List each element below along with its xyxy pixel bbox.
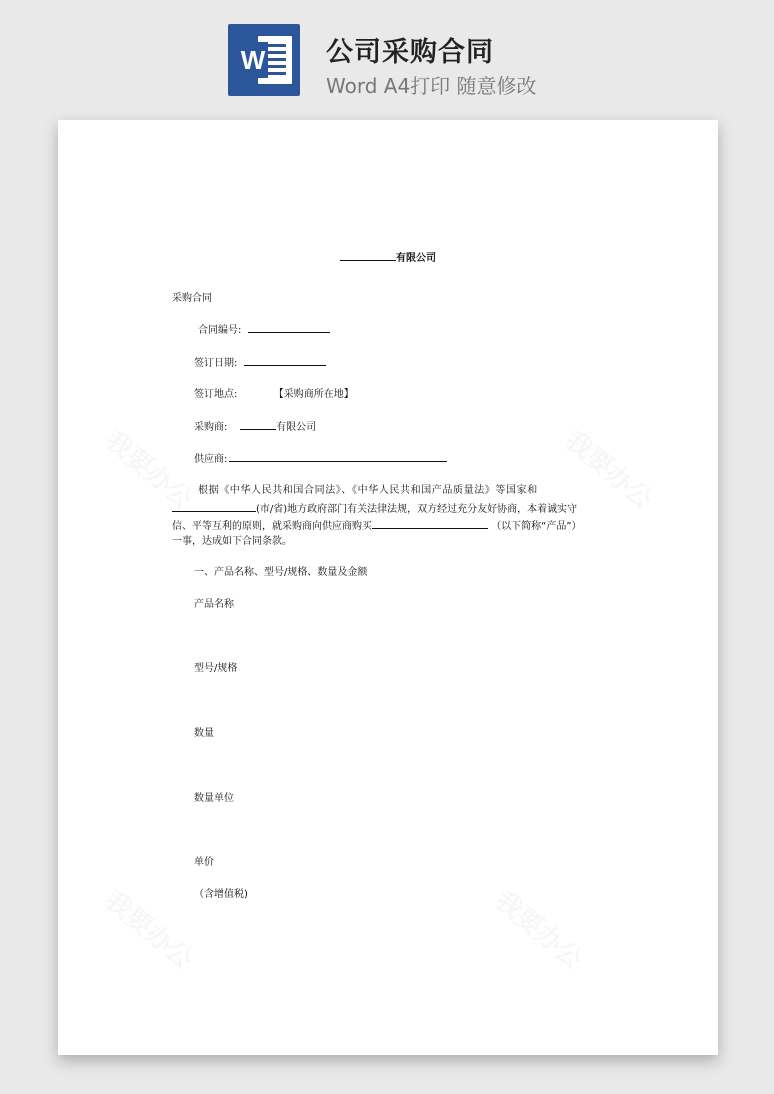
paragraph-line-3: 信、平等互利的原则，就采购商向供应商购买 （以下简称“产品”）: [172, 521, 582, 532]
field-model-spec: 型号/规格: [194, 663, 238, 674]
field-unit-price: 单价: [194, 857, 214, 868]
field-quantity-unit: 数量单位: [194, 793, 234, 804]
section-1-heading: 一、产品名称、型号/规格、数量及金额: [194, 567, 368, 578]
paragraph-line-1: 根据《中华人民共和国合同法》、《中华人民共和国产品质量法》等国家和: [198, 485, 538, 496]
banner-subtitle: Word A4打印 随意修改: [326, 74, 537, 98]
document-body: [58, 120, 718, 1055]
sign-place-row: 签订地点: 【采购商所在地】: [194, 389, 354, 400]
banner-header: [0, 0, 774, 110]
document-page: [58, 120, 718, 1055]
field-quantity: 数量: [194, 728, 214, 739]
buyer-row: 采购商: 有限公司: [194, 422, 317, 433]
contract-number-row: 合同编号:: [198, 323, 330, 338]
company-title: 有限公司: [58, 251, 718, 266]
banner-title: 公司采购合同: [326, 37, 494, 68]
paragraph-line-4: 一事，达成如下合同条款。: [172, 536, 292, 547]
word-icon: [228, 24, 300, 96]
tax-note: （含增值税): [194, 889, 248, 900]
sign-date-row: 签订日期:: [194, 356, 326, 371]
field-product-name: 产品名称: [194, 599, 234, 610]
word-letter: W: [238, 42, 268, 78]
contract-heading: 采购合同: [172, 293, 212, 304]
paragraph-line-2: (市/省)地方政府部门有关法律法规，双方经过充分友好协商，本着诚实守: [172, 502, 577, 517]
supplier-row: 供应商:: [194, 452, 447, 467]
